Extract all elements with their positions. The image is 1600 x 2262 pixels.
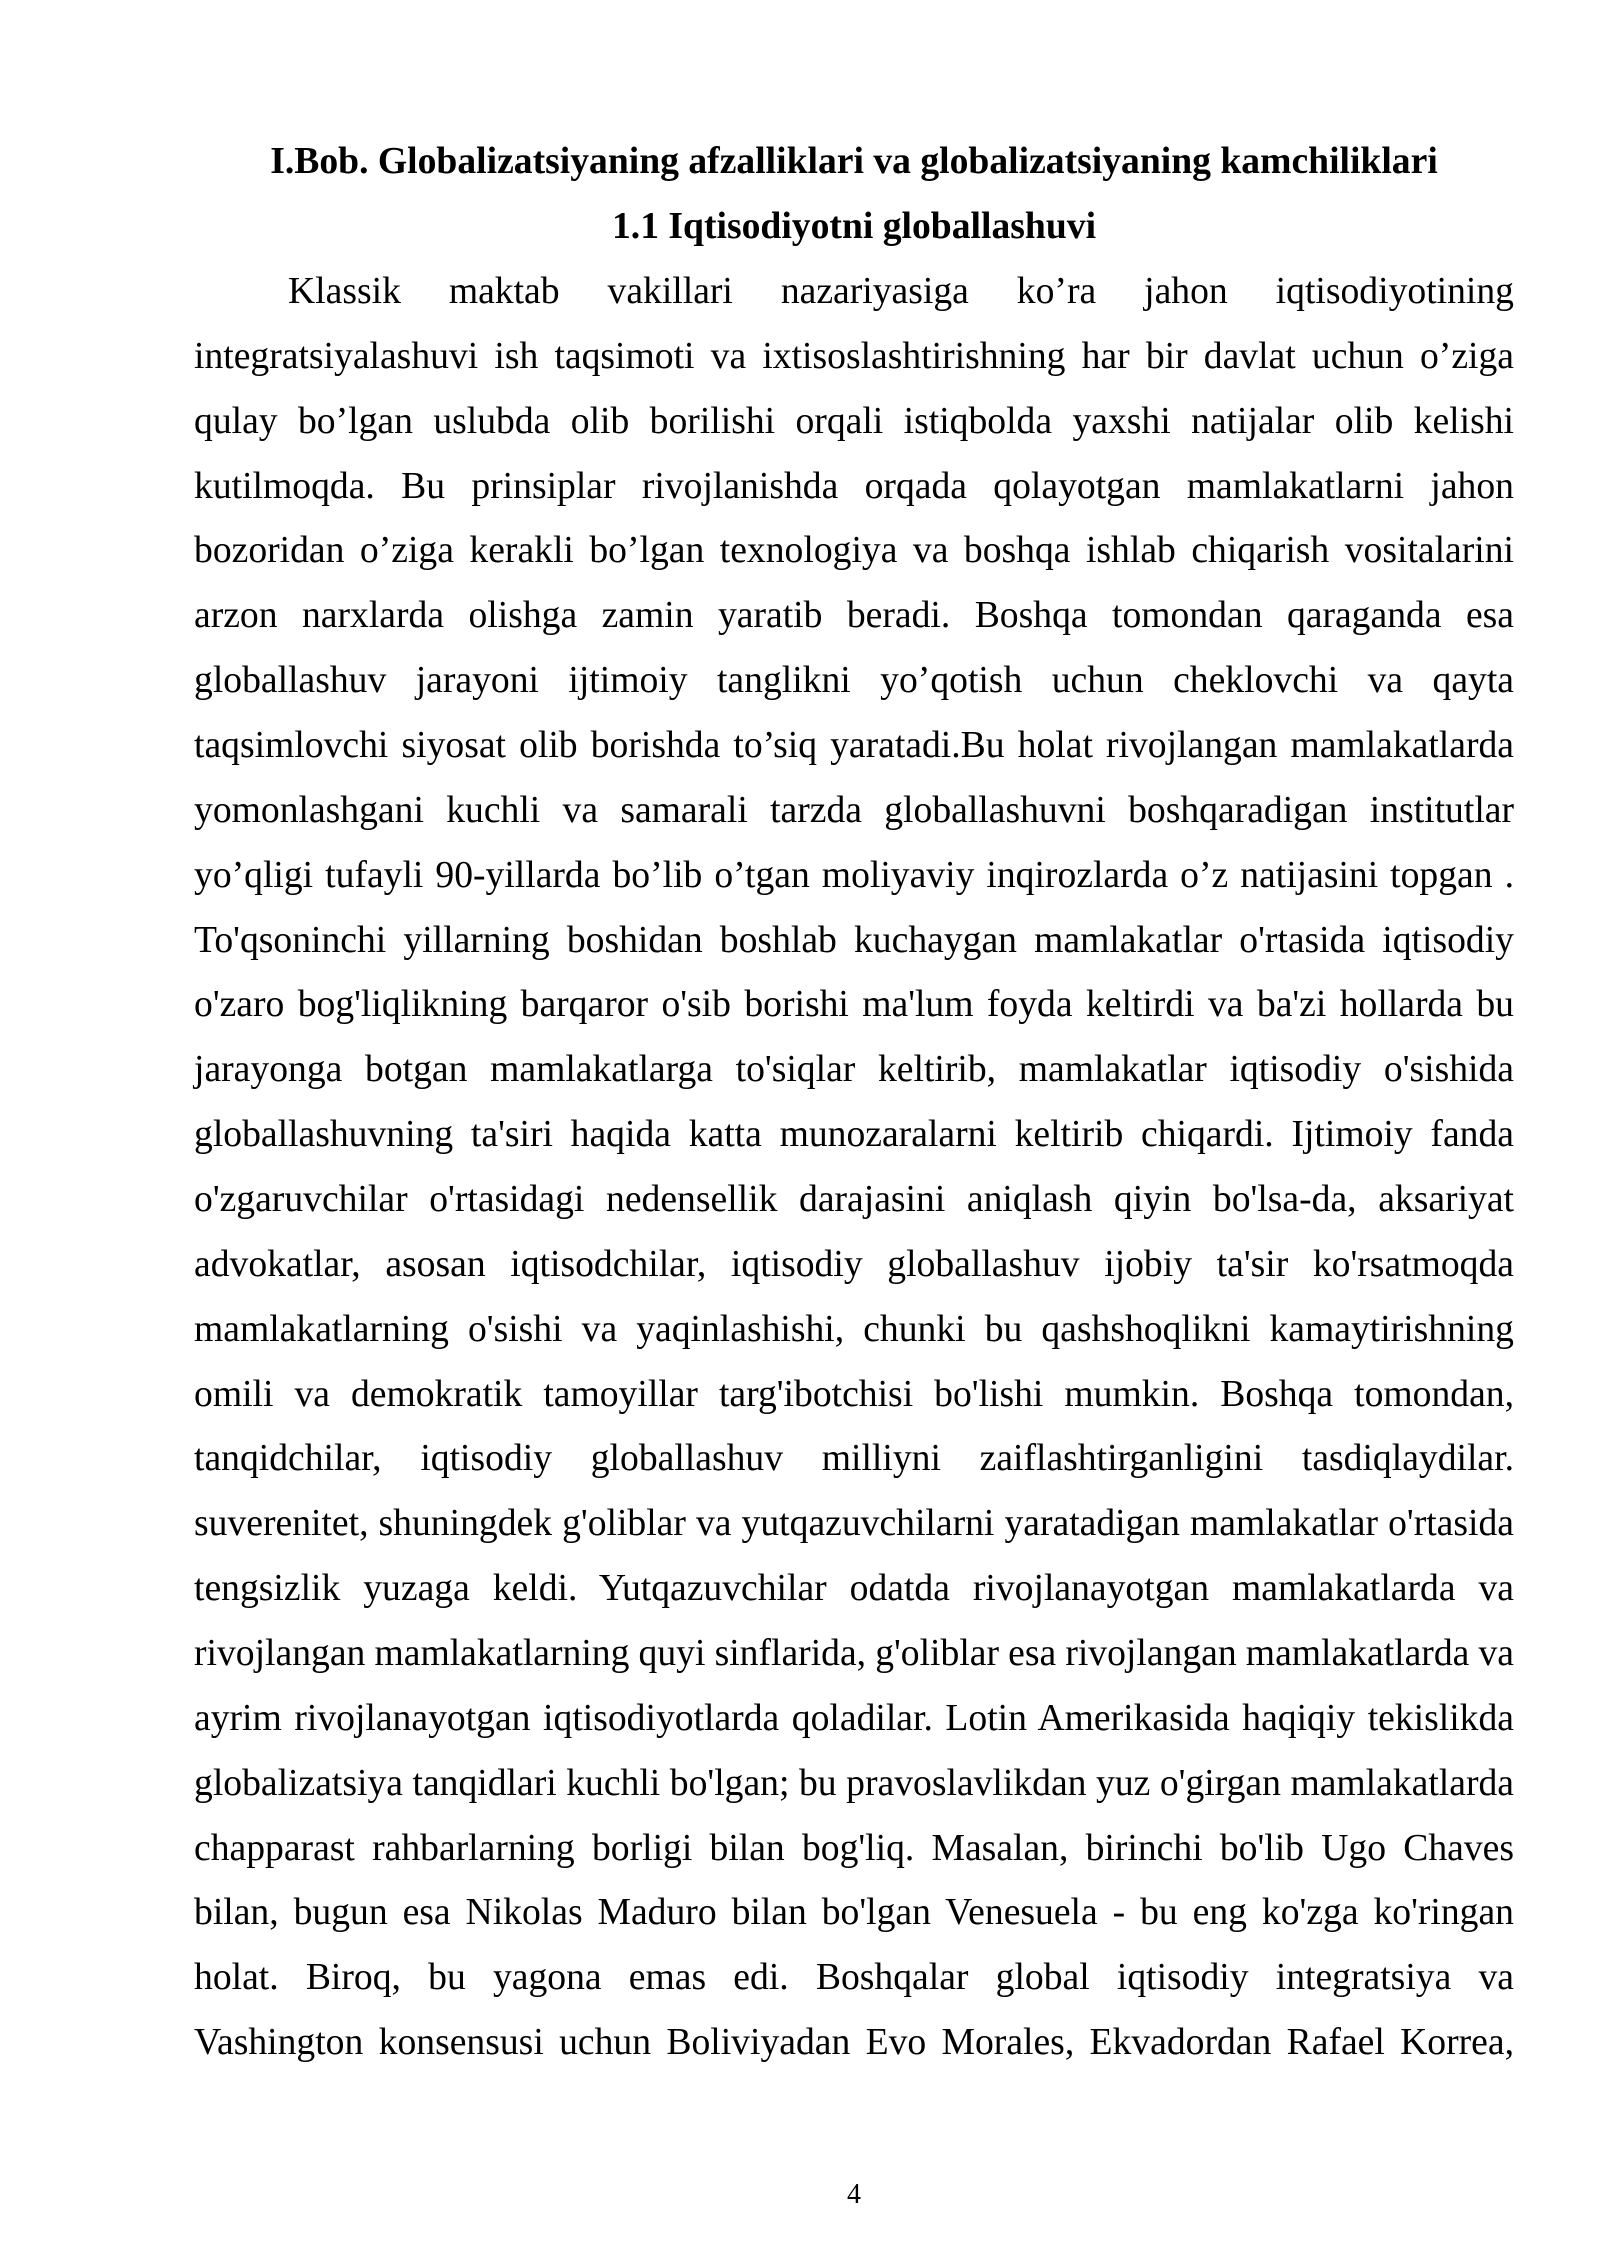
paragraph-line-text: tanqidchilar, iqtisodiy globallashuv milliyni zaiflashtirganligini tasdiqlaydilar. bbox=[194, 1437, 1514, 1480]
paragraph-line bbox=[194, 713, 1514, 778]
paragraph bbox=[194, 259, 1514, 2075]
paragraph-line bbox=[194, 1945, 1514, 2010]
paragraph-line-text: suverenitet, shuningdek g'oliblar va yutqazuvchilarni yaratadigan mamlakatlar o'rtasida bbox=[194, 1502, 1514, 1545]
paragraph-line-text: o'zaro bog'liqlikning barqaror o'sib borishi ma'lum foyda keltirdi va ba'zi hollarda bu bbox=[194, 983, 1514, 1026]
paragraph-line-text: holat. Biroq, bu yagona emas edi. Boshqalar global iqtisodiy integratsiya va bbox=[194, 1956, 1514, 1999]
paragraph-line-text: Klassik maktab vakillari nazariyasiga ko’ra jahon iqtisodiyotining bbox=[288, 270, 1514, 312]
paragraph-line bbox=[194, 1167, 1514, 1232]
paragraph-line-text: o'zgaruvchilar o'rtasidagi nedensellik darajasini aniqlash qiyin bo'lsa-da, aksariyat bbox=[194, 1178, 1514, 1221]
paragraph-line-text: qulay bo’lgan uslubda olib borilishi orqali istiqbolda yaxshi natijalar olib kelishi bbox=[194, 399, 1514, 442]
paragraph-line-text: globallashuvning ta'siri haqida katta munozaralarni keltirib chiqardi. Ijtimoiy fanda bbox=[194, 1113, 1514, 1156]
paragraph-line bbox=[194, 908, 1514, 973]
section-title: 1.1 Iqtisodiyotni globallashuvi bbox=[611, 205, 1097, 247]
paragraph-line bbox=[194, 1880, 1514, 1945]
paragraph-line-text: taqsimlovchi siyosat olib borishda to’siq yaratadi.Bu holat rivojlangan mamlakatlarda bbox=[194, 724, 1514, 767]
paragraph-line bbox=[194, 648, 1514, 713]
paragraph-line bbox=[194, 972, 1514, 1037]
paragraph-line bbox=[194, 1621, 1514, 1686]
paragraph-line-text: rivojlangan mamlakatlarning quyi sinflarida, g'oliblar esa rivojlangan mamlakatlarda va bbox=[194, 1632, 1514, 1675]
paragraph-line-text: jarayonga botgan mamlakatlarga to'siqlar keltirib, mamlakatlar iqtisodiy o'sishida bbox=[194, 1048, 1514, 1091]
paragraph-line bbox=[194, 1426, 1514, 1491]
chapter-title: I.Bob. Globalizatsiyaning afzalliklari va globalizatsiyaning kamchiliklari bbox=[270, 140, 1438, 182]
paragraph-line bbox=[194, 583, 1514, 648]
paragraph-line-text: yomonlashgani kuchli va samarali tarzda globallashuvni boshqaradigan institutlar bbox=[194, 788, 1514, 831]
paragraph-line bbox=[194, 778, 1514, 843]
paragraph-line-text: mamlakatlarning o'sishi va yaqinlashishi, chunki bu qashshoqlikni kamaytirishning bbox=[194, 1307, 1514, 1350]
paragraph-line bbox=[194, 1686, 1514, 1751]
paragraph-line bbox=[194, 2010, 1514, 2075]
paragraph-line bbox=[194, 1362, 1514, 1427]
paragraph-line-text: Vashington konsensusi uchun Boliviyadan Evo Morales, Ekvadordan Rafael Korrea, bbox=[194, 2021, 1514, 2064]
paragraph-line bbox=[194, 1751, 1514, 1816]
paragraph-line bbox=[194, 389, 1514, 454]
paragraph-line-text: arzon narxlarda olishga zamin yaratib beradi. Boshqa tomondan qaraganda esa bbox=[194, 594, 1514, 637]
paragraph-line bbox=[194, 324, 1514, 389]
paragraph-line-text: integratsiyalashuvi ish taqsimoti va ixtisoslashtirishning har bir davlat uchun o’ziga bbox=[194, 334, 1514, 377]
paragraph-line-text: tengsizlik yuzaga keldi. Yutqazuvchilar odatda rivojlanayotgan mamlakatlarda va bbox=[194, 1567, 1514, 1610]
paragraph-line-text: To'qsoninchi yillarning boshidan boshlab kuchaygan mamlakatlar o'rtasida iqtisodiy bbox=[194, 918, 1514, 961]
paragraph-line-text: globalizatsiya tanqidlari kuchli bo'lgan; bu pravoslavlikdan yuz o'girgan mamlakatlarda bbox=[194, 1761, 1514, 1804]
paragraph-line-text: yo’qligi tufayli 90-yillarda bo’lib o’tgan moliyaviy inqirozlarda o’z natijasini topgan . bbox=[194, 853, 1514, 896]
paragraph-line-text: globallashuv jarayoni ijtimoiy tanglikni yo’qotish uchun cheklovchi va qayta bbox=[194, 659, 1514, 702]
paragraph-line-text: bilan, bugun esa Nikolas Maduro bilan bo'lgan Venesuela - bu eng ko'zga ko'ringan bbox=[194, 1891, 1514, 1934]
paragraph-line-text: ayrim rivojlanayotgan iqtisodiyotlarda qoladilar. Lotin Amerikasida haqiqiy tekislikda bbox=[194, 1696, 1514, 1739]
paragraph-line bbox=[194, 1816, 1514, 1881]
paragraph-line-text: chapparast rahbarlarning borligi bilan bog'liq. Masalan, birinchi bo'lib Ugo Chaves bbox=[194, 1826, 1514, 1869]
paragraph-line bbox=[194, 1232, 1514, 1297]
paragraph-line bbox=[194, 1556, 1514, 1621]
page-number: 4 bbox=[847, 2179, 861, 2210]
paragraph-line-text: bozoridan o’ziga kerakli bo’lgan texnologiya va boshqa ishlab chiqarish vositalarini bbox=[194, 529, 1514, 572]
paragraph-line bbox=[194, 1037, 1514, 1102]
paragraph-line bbox=[194, 259, 1514, 324]
paragraph-line bbox=[194, 1491, 1514, 1556]
paragraph-line-text: kutilmoqda. Bu prinsiplar rivojlanishda orqada qolayotgan mamlakatlarni jahon bbox=[194, 464, 1514, 507]
paragraph-line bbox=[194, 454, 1514, 519]
paragraph-line-text: advokatlar, asosan iqtisodchilar, iqtisodiy globallashuv ijobiy ta'sir ko'rsatmoqda bbox=[194, 1242, 1514, 1285]
paragraph-line-text: omili va demokratik tamoyillar targ'ibotchisi bo'lishi mumkin. Boshqa tomondan, bbox=[194, 1372, 1514, 1415]
paragraph-line bbox=[194, 1102, 1514, 1167]
paragraph-line bbox=[194, 518, 1514, 583]
paragraph-line bbox=[194, 843, 1514, 908]
paragraph-line bbox=[194, 1297, 1514, 1362]
